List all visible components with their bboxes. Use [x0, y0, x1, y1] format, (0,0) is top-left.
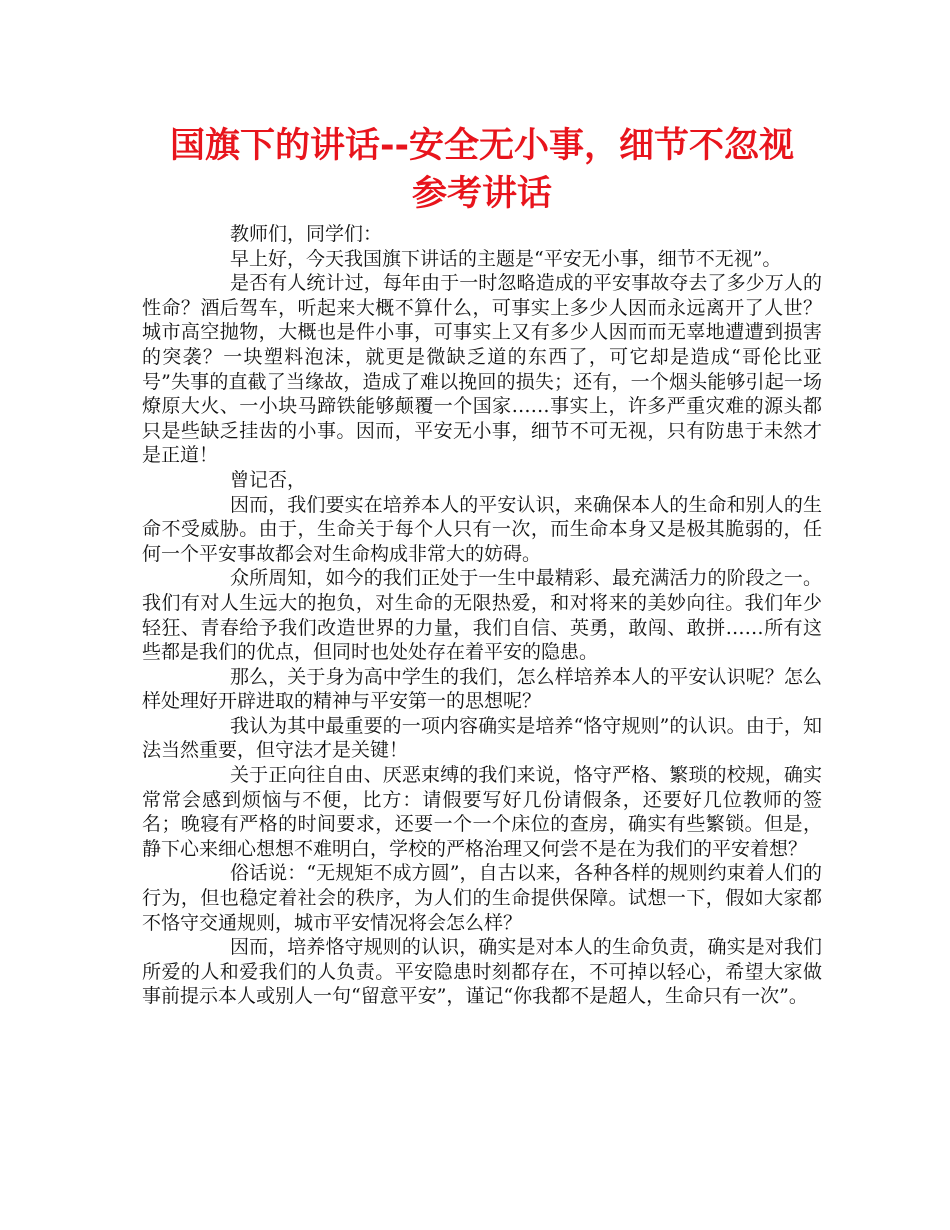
- paragraph-closing: 因而，培养恪守规则的认识，确实是对本人的生命负责，确实是对我们所爱的人和爱我们的人负责。平安隐患时刻都存在，不可掉以轻心，希望大家做事前提示本人或别人一句“留意平安”，谨记“你我都不是超人，生命只有一次”。: [142, 936, 822, 1008]
- paragraph: 曾记否，: [230, 468, 307, 491]
- title-line-1: 国旗下的讲话--安全无小事，细节不忽视: [169, 126, 795, 166]
- paragraph: 我认为其中最重要的一项内容确实是培养“恪守规则”的认识。由于，知法当然重要，但守法才是关键！: [142, 714, 822, 762]
- paragraph: 因而，我们要实在培养本人的平安认识，来确保本人的生命和别人的生命不受威胁。由于，生命关于每个人只有一次，而生命本身又是极其脆弱的，任何一个平安事故都会对生命构成非常大的妨碍。: [142, 493, 822, 565]
- speech-body: [142, 222, 822, 1009]
- document-page: [142, 118, 822, 1009]
- paragraph: 俗话说：“无规矩不成方圆”，自古以来，各种各样的规则约束着人们的行为，但也稳定着社会的秩序，为人们的生命提供保障。试想一下，假如大家都不恪守交通规则，城市平安情况将会怎么样？: [142, 862, 822, 934]
- title-line-2: 参考讲话: [411, 174, 552, 214]
- paragraph-greeting: 早上好，今天我国旗下讲话的主题是“平安无小事，细节不无视”。: [230, 247, 782, 270]
- paragraph: 关于正向往自由、厌恶束缚的我们来说，恪守严格、繁琐的校规，确实常常会感到烦恼与不便，比方：请假要写好几份请假条，还要好几位教师的签名；晚寝有严格的时间要求，还要一个一个床位的查房，确实有些繁锁。但是，静下心来细心想想不难明白，学校的严格治理又何尝不是在为我们的平安着想？: [142, 764, 822, 860]
- paragraph-salutation: 教师们，同学们：: [230, 223, 383, 245]
- paragraph: 那么，关于身为高中学生的我们，怎么样培养本人的平安认识呢？怎么样处理好开辟进取的精神与平安第一的思想呢？: [142, 665, 822, 713]
- document-title: [122, 122, 842, 218]
- paragraph: 众所周知，如今的我们正处于一生中最精彩、最充满活力的阶段之一。我们有对人生远大的抱负，对生命的无限热爱，和对将来的美妙向往。我们年少轻狂、青春给予我们改造世界的力量，我们自信、英勇，敢闯、敢拼……所有这些都是我们的优点，但同时也处处存在着平安的隐患。: [142, 567, 822, 664]
- paragraph: 是否有人统计过，每年由于一时忽略造成的平安事故夺去了多少万人的性命？酒后驾车，听起来大概不算什么，可事实上多少人因而永远离开了人世？城市高空抛物，大概也是件小事，可事实上又有多少人因而而无辜地遭遭到损害的突袭？一块塑料泡沫，就更是微缺乏道的东西了，可它却是造成“哥伦比亚号”失事的直截了当缘故，造成了难以挽回的损失；还有，一个烟头能够引起一场燎原大火、一小块马蹄铁能够颠覆一个国家……事实上，许多严重灾难的源头都只是些缺乏挂齿的小事。因而，平安无小事，细节不可无视，只有防患于未然才是正道！: [142, 272, 822, 467]
